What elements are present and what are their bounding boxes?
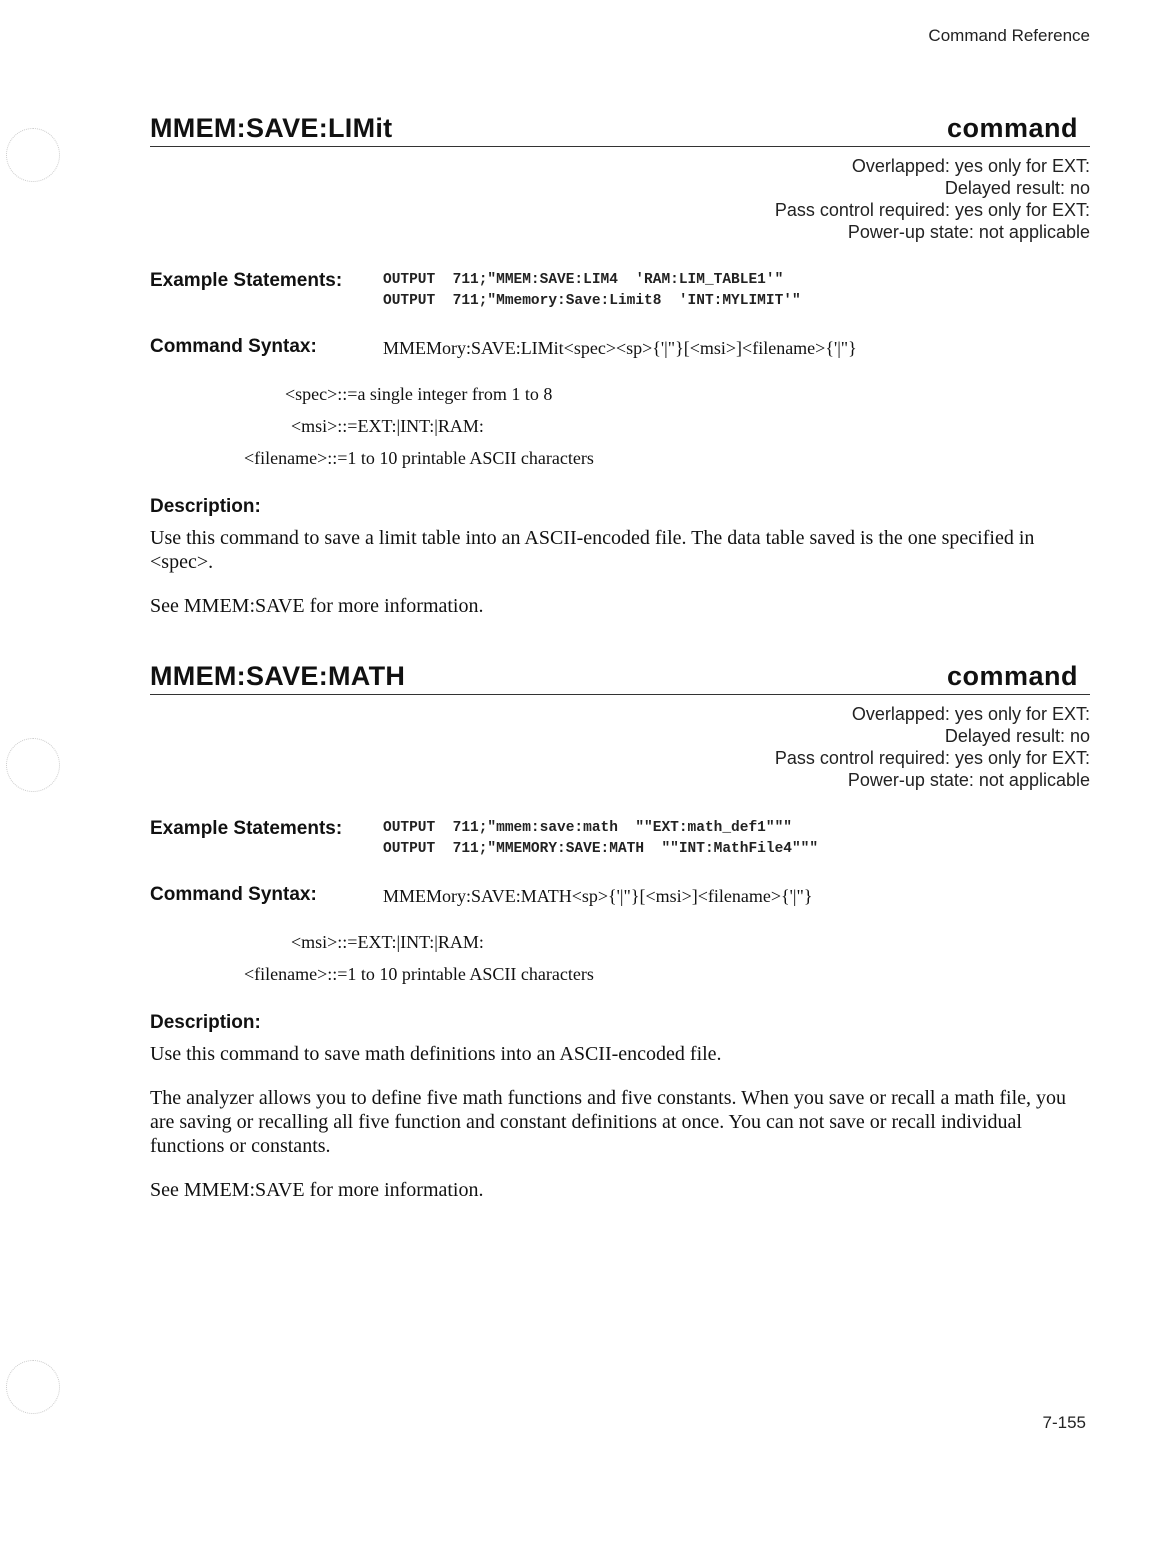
definition-msi: <msi>::=EXT:|INT:|RAM: bbox=[291, 932, 484, 952]
command-syntax bbox=[150, 884, 1090, 908]
attr-power-up-state: Power-up state: not applicable bbox=[847, 222, 1090, 242]
description-paragraph: See MMEM:SAVE for more information. bbox=[150, 1179, 484, 1201]
syntax-definitions bbox=[150, 378, 1090, 474]
syntax-text: MMEMory:SAVE:MATH<sp>{'|"}[<msi>]<filename>{'|"} bbox=[383, 886, 813, 906]
attr-overlapped: Overlapped: yes only for EXT: bbox=[851, 704, 1090, 724]
attr-delayed-result: Delayed result: no bbox=[944, 726, 1090, 746]
example-line: OUTPUT 711;"MMEMORY:SAVE:MATH ""INT:MathFile4""" bbox=[383, 841, 819, 857]
definition-spec: <spec>::=a single integer from 1 to 8 bbox=[285, 384, 553, 404]
description-label: Description: bbox=[150, 496, 261, 517]
punch-hole-middle bbox=[6, 738, 60, 792]
command-type: command bbox=[946, 661, 1078, 691]
example-line: OUTPUT 711;"MMEM:SAVE:LIM4 'RAM:LIM_TABLE1'" bbox=[383, 272, 784, 288]
example-label: Example Statements: bbox=[150, 270, 343, 291]
example-line: OUTPUT 711;"mmem:save:math ""EXT:math_def1""" bbox=[383, 820, 792, 836]
command-attributes bbox=[150, 155, 1090, 243]
definition-filename: <filename>::=1 to 10 printable ASCII characters bbox=[244, 448, 594, 468]
section-mmem-save-limit bbox=[150, 112, 1090, 618]
command-title: MMEM:SAVE:MATH bbox=[150, 661, 406, 691]
description-label: Description: bbox=[150, 1012, 261, 1033]
definition-msi: <msi>::=EXT:|INT:|RAM: bbox=[291, 416, 484, 436]
example-statements bbox=[150, 818, 1090, 860]
punch-hole-top bbox=[6, 128, 60, 182]
example-label: Example Statements: bbox=[150, 818, 343, 839]
syntax-label: Command Syntax: bbox=[150, 884, 317, 905]
attr-overlapped: Overlapped: yes only for EXT: bbox=[851, 156, 1090, 176]
attr-power-up-state: Power-up state: not applicable bbox=[847, 770, 1090, 790]
command-attributes bbox=[150, 703, 1090, 791]
attr-pass-control: Pass control required: yes only for EXT: bbox=[774, 748, 1090, 768]
command-type: command bbox=[946, 113, 1078, 143]
example-line: OUTPUT 711;"Mmemory:Save:Limit8 'INT:MYLIMIT'" bbox=[383, 293, 801, 309]
definition-filename: <filename>::=1 to 10 printable ASCII characters bbox=[244, 964, 594, 984]
syntax-definitions bbox=[150, 926, 1090, 990]
syntax-label: Command Syntax: bbox=[150, 336, 317, 357]
page-number: 7-155 bbox=[1042, 1413, 1086, 1432]
attr-delayed-result: Delayed result: no bbox=[944, 178, 1090, 198]
syntax-text: MMEMory:SAVE:LIMit<spec><sp>{'|"}[<msi>]<filename>{'|"} bbox=[383, 338, 857, 358]
running-header: Command Reference bbox=[928, 26, 1090, 45]
attr-pass-control: Pass control required: yes only for EXT: bbox=[774, 200, 1090, 220]
section-title-row bbox=[150, 112, 1090, 147]
section-mmem-save-math bbox=[150, 660, 1090, 1202]
description-paragraph: See MMEM:SAVE for more information. bbox=[150, 595, 484, 617]
punch-hole-bottom bbox=[6, 1360, 60, 1414]
example-statements bbox=[150, 270, 1090, 312]
description-paragraph: The analyzer allows you to define five math functions and five constants. When you save or recall a math file, you are saving or recalling all five function and constant definitions at once. You can not save or recall individual functions or constants. bbox=[150, 1087, 1066, 1157]
description-paragraph: Use this command to save a limit table into an ASCII-encoded file. The data table saved is the one specified in <spec>. bbox=[150, 527, 1035, 573]
command-syntax bbox=[150, 336, 1090, 360]
command-title: MMEM:SAVE:LIMit bbox=[150, 113, 393, 143]
section-title-row bbox=[150, 660, 1090, 695]
description-paragraph: Use this command to save math definitions into an ASCII-encoded file. bbox=[150, 1043, 722, 1065]
